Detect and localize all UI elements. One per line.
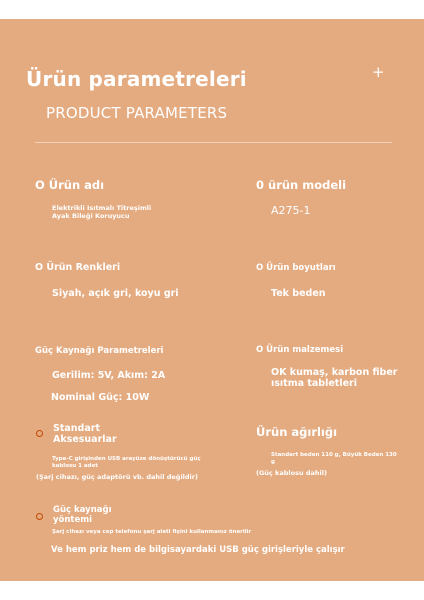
power-voltage-value: Gerilim: 5V, Akım: 2A xyxy=(52,370,166,381)
accessories-bullet-icon xyxy=(36,430,43,437)
product-model-value: A275-1 xyxy=(271,204,311,217)
product-size-label: O Ürün boyutları xyxy=(256,263,336,273)
product-weight-note: (Güç kablosu dahil) xyxy=(256,469,327,477)
product-colors-label: O Ürün Renkleri xyxy=(35,262,121,273)
product-model-label: 0 ürün modeli xyxy=(256,178,347,192)
accessories-value-line1: Type-C girişinden USB arayüze dönüştürücü güç xyxy=(52,456,201,462)
power-method-value-line2: Ve hem priz hem de bilgisayardaki USB güç girişleriyle çalışır xyxy=(51,545,345,555)
power-method-bullet-icon xyxy=(36,513,43,520)
product-name-label: O Ürün adı xyxy=(35,178,105,192)
power-rating-value: Nominal Güç: 10W xyxy=(51,392,150,403)
product-weight-value-line2: g xyxy=(271,459,275,465)
plus-icon: + xyxy=(372,63,385,81)
power-method-value-line1: Şarj cihazı veya cep telefonu şarj aleti fişini kullanmanız önerilir xyxy=(52,529,252,535)
product-material-value-line1: OK kumaş, karbon fiber xyxy=(271,367,398,378)
product-material-value-line2: ısıtma tabletleri xyxy=(271,378,357,389)
parameters-panel xyxy=(0,19,424,581)
header-divider xyxy=(35,142,392,143)
accessories-label-line1: Standart xyxy=(53,423,100,434)
product-weight-label: Ürün ağırlığı xyxy=(256,425,338,439)
product-name-value-line2: Ayak Bileği Koruyucu xyxy=(52,212,130,220)
power-params-label: Güç Kaynağı Parametreleri xyxy=(35,346,164,356)
page-subtitle: PRODUCT PARAMETERS xyxy=(46,104,228,122)
product-colors-value: Siyah, açık gri, koyu gri xyxy=(52,288,179,299)
product-size-value: Tek beden xyxy=(271,288,326,299)
page-title: Ürün parametreleri xyxy=(26,67,247,91)
product-weight-value-line1: Standart beden 110 g, Büyük Beden 130 xyxy=(271,452,397,458)
product-material-label: O Ürün malzemesi xyxy=(256,345,344,355)
accessories-note: (Şarj cihazı, güç adaptörü vb. dahil değildir) xyxy=(36,473,198,481)
power-method-label-line1: Güç kaynağı xyxy=(53,505,112,515)
accessories-value-line2: kablosu 1 adet xyxy=(52,463,98,469)
accessories-label-line2: Aksesuarlar xyxy=(53,434,117,445)
power-method-label-line2: yöntemi xyxy=(53,515,93,525)
product-name-value-line1: Elektrikli Isıtmalı Titreşimli xyxy=(52,204,152,212)
